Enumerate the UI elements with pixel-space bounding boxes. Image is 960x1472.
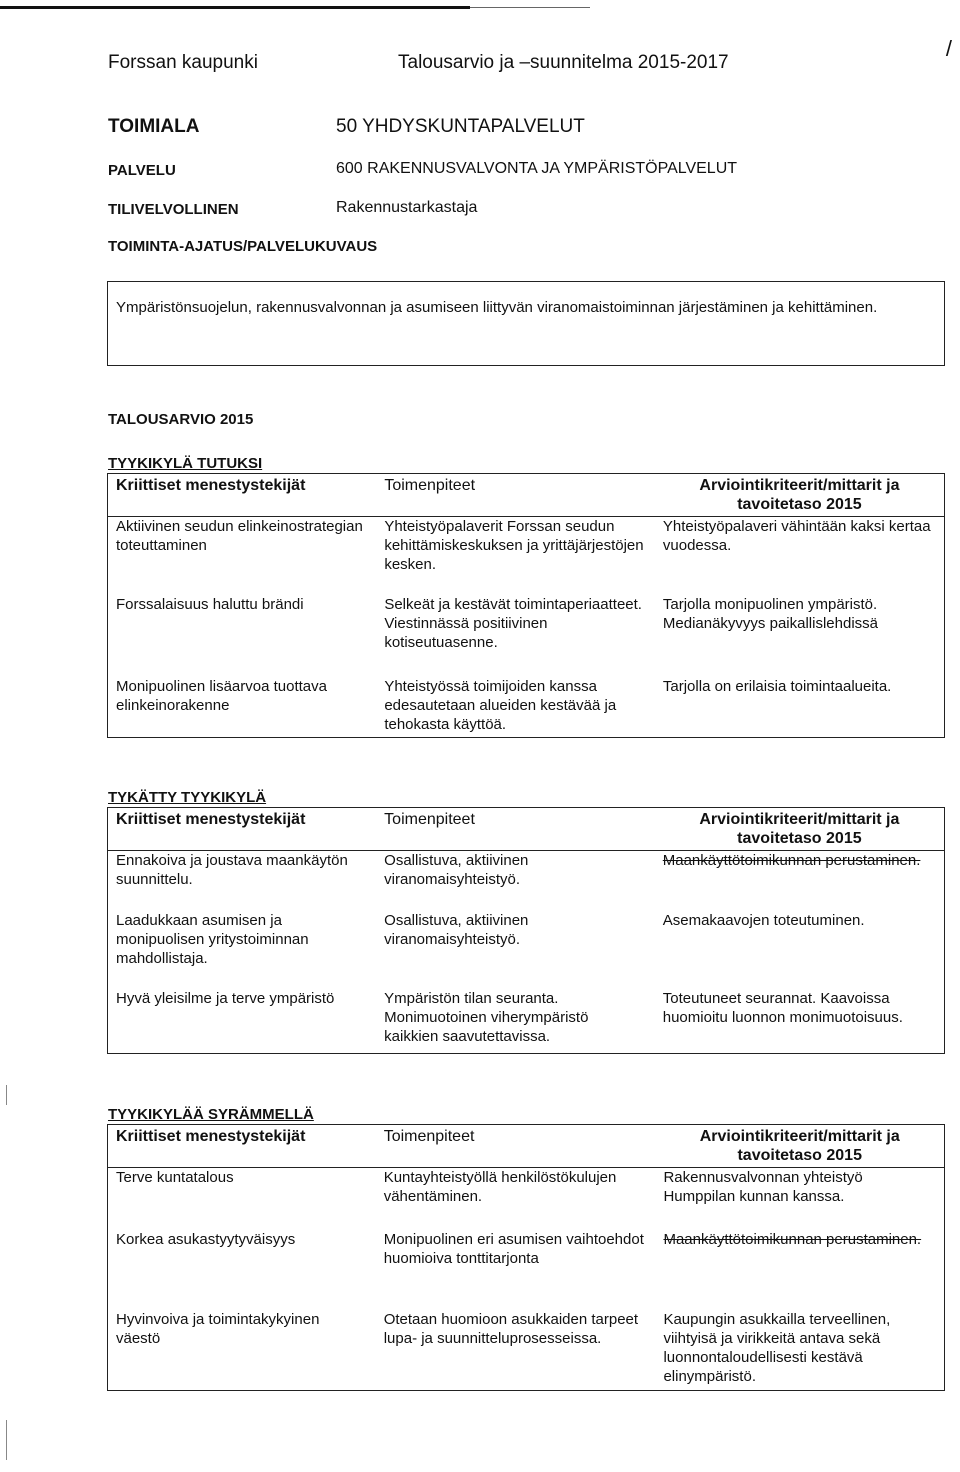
table-row (108, 1230, 945, 1310)
cell-criteria: Maankäyttötoimikunnan perustaminen. (663, 1230, 922, 1248)
cell-criteria: Maankäyttötoimikunnan perustaminen. (662, 852, 921, 869)
col-header-criteria: Arviointikriteerit/mittarit ja tavoitetaso 2015 (655, 1125, 944, 1168)
table-row (108, 989, 945, 1054)
table-row (108, 1310, 945, 1391)
top-rule-thin (470, 7, 590, 8)
table-row (108, 677, 945, 738)
cell-factor: Terve kuntatalous (116, 1169, 234, 1186)
field-value-toimiala: 50 YHDYSKUNTAPALVELUT (336, 116, 585, 137)
cell-criteria: Tarjolla monipuolinen ympäristö. Medianäkyvyys paikallislehdissä (662, 595, 878, 632)
section-table (107, 807, 945, 1054)
table-row (108, 1168, 945, 1230)
table-row (108, 517, 945, 595)
col-header-criteria: Arviointikriteerit/mittarit ja tavoitetaso 2015 (655, 474, 945, 517)
field-label-palvelu: PALVELU (108, 162, 176, 179)
section-table (107, 1124, 945, 1391)
cell-factor: Monipuolinen lisäarvoa tuottava elinkeinorakenne (116, 677, 327, 714)
col-header-factors: Kriittiset menestystekijät (108, 808, 377, 851)
section-table (107, 473, 945, 738)
col-header-actions: Toimenpiteet (376, 1125, 656, 1168)
cell-factor: Ennakoiva ja joustava maankäytön suunnittelu. (116, 852, 348, 888)
field-label-tilivelvollinen: TILIVELVOLLINEN (108, 201, 239, 218)
col-header-factors: Kriittiset menestystekijät (108, 474, 377, 517)
cell-factor: Aktiivinen seudun elinkeinostrategian toteuttaminen (116, 518, 363, 554)
top-rule (0, 6, 470, 9)
table-row (108, 851, 945, 911)
org-name: Forssan kaupunki (108, 52, 258, 73)
field-value-tilivelvollinen: Rakennustarkastaja (336, 199, 478, 216)
section-title: TYKÄTTY TYYKIKYLÄ (108, 789, 267, 806)
col-header-factors: Kriittiset menestystekijät (108, 1125, 376, 1168)
table-row (108, 595, 945, 677)
cell-factor: Hyvä yleisilme ja terve ympäristö (116, 989, 335, 1007)
doc-title: Talousarvio ja –suunnitelma 2015-2017 (398, 52, 729, 73)
cell-action: Otetaan huomioon asukkaiden tarpeet lupa- ja suunnitteluprosesseissa. (383, 1310, 639, 1347)
cell-action: Ympäristön tilan seuranta. Monimuotoinen viherympäristö kaikkien saavutettavissa. (384, 989, 589, 1045)
cell-criteria: Kaupungin asukkailla terveellinen, viihtyisä ja virikkeitä antava sekä luonnontaloudellisesti kestävä elinympäristö. (663, 1310, 891, 1385)
cell-action: Monipuolinen eri asumisen vaihtoehdot huomioiva tonttitarjonta (383, 1230, 644, 1267)
table-row (108, 911, 945, 989)
cell-criteria: Toteutuneet seurannat. Kaavoissa huomioitu luonnon monimuotoisuus. (662, 989, 903, 1026)
section-title: TYYKIKYLÄ TUTUKSI (108, 455, 263, 472)
cell-action: Osallistuva, aktiivinen viranomaisyhteistyö. (384, 911, 529, 948)
corner-mark: / (945, 36, 952, 61)
col-header-actions: Toimenpiteet (376, 474, 655, 517)
description-heading: TOIMINTA-AJATUS/PALVELUKUVAUS (108, 238, 378, 255)
description-box (107, 281, 945, 366)
cell-action: Kuntayhteistyöllä henkilöstökulujen vähentäminen. (383, 1169, 617, 1205)
cell-factor: Hyvinvoiva ja toimintakykyinen väestö (116, 1310, 320, 1347)
cell-factor: Korkea asukastyytyväisyys (116, 1230, 296, 1248)
cell-action: Yhteistyöpalaverit Forssan seudun kehittämiskeskuksen ja yrittäjärjestöjen kesken. (384, 518, 644, 573)
field-value-palvelu: 600 RAKENNUSVALVONTA JA YMPÄRISTÖPALVELUT (336, 160, 738, 177)
col-header-actions: Toimenpiteet (376, 808, 655, 851)
cell-criteria: Yhteistyöpalaveri vähintään kaksi kertaa vuodessa. (662, 518, 931, 554)
cell-criteria: Tarjolla on erilaisia toimintaalueita. (662, 677, 892, 695)
scan-edge-mark (6, 1420, 7, 1460)
cell-action: Osallistuva, aktiivinen viranomaisyhteistyö. (384, 852, 529, 888)
col-header-criteria: Arviointikriteerit/mittarit ja tavoitetaso 2015 (655, 808, 945, 851)
cell-factor: Laadukkaan asumisen ja monipuolisen yritystoiminnan mahdollistaja. (116, 911, 309, 967)
budget-heading: TALOUSARVIO 2015 (108, 411, 254, 428)
section-title: TYYKIKYLÄÄ SYRÄMMELLÄ (108, 1106, 314, 1123)
scan-edge-mark (6, 1085, 7, 1105)
field-label-toimiala: TOIMIALA (108, 116, 200, 137)
cell-action: Yhteistyössä toimijoiden kanssa edesautetaan alueiden kestävää ja tehokasta käyttöä. (384, 677, 617, 733)
cell-criteria: Rakennusvalvonnan yhteistyö Humppilan kunnan kanssa. (663, 1169, 863, 1205)
description-text: Ympäristönsuojelun, rakennusvalvonnan ja asumiseen liittyvän viranomaistoiminnan järjestäminen ja kehittäminen. (116, 299, 878, 316)
cell-factor: Forssalaisuus haluttu brändi (116, 595, 304, 613)
cell-action: Selkeät ja kestävät toimintaperiaatteet. Viestinnässä positiivinen kotiseutuasenne. (384, 595, 642, 651)
cell-criteria: Asemakaavojen toteutuminen. (662, 911, 865, 929)
